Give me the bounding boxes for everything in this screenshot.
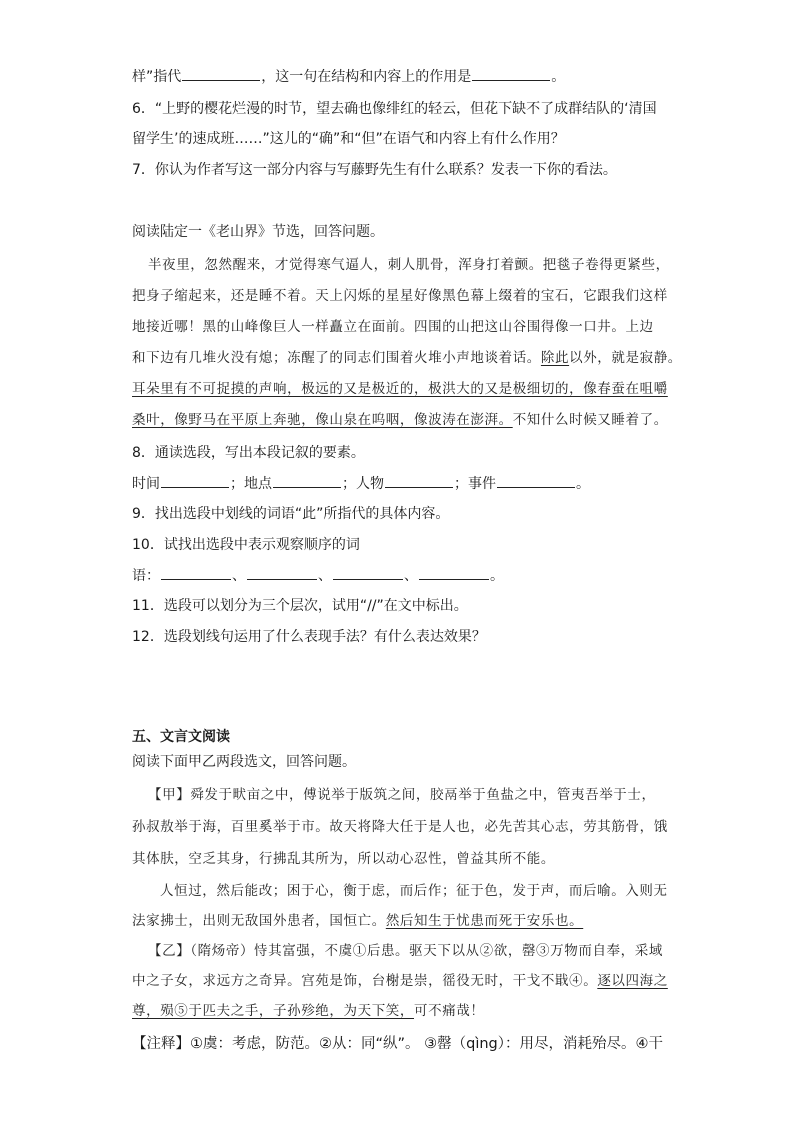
passage-line-3: 地接近哪！黑的山峰像巨人一样矗立在面前。四围的山把这山谷围得像一口井。上边: [132, 319, 654, 335]
underlined-sentence: 逐以四海之: [597, 973, 668, 989]
separator: 、: [232, 568, 246, 584]
field-label-place: ；地点: [230, 476, 272, 492]
underlined-sentence: 尊，殒⑤于匹夫之手，子孙殄绝，为天下笑，: [132, 1003, 414, 1019]
passage-text: 法家拂士，出则无敌国外患者，国恒亡。: [132, 913, 386, 929]
word-blank[interactable]: [419, 565, 489, 580]
person-blank[interactable]: [385, 473, 453, 488]
event-blank[interactable]: [497, 473, 575, 488]
field-label-time: 时间: [132, 476, 160, 492]
jia-line-4: 人恒过，然后能改；困于心，衡于虑，而后作；征于色，发于声，而后喻。入则无: [160, 883, 668, 899]
question-10-line2: [132, 565, 504, 586]
word-blank[interactable]: [247, 565, 317, 580]
q10-label: 语：: [132, 568, 160, 584]
field-label-event: ；事件: [454, 476, 496, 492]
jia-line-3: 其体肤，空乏其身，行拂乱其所为，所以动心忍性，曾益其所不能。: [132, 851, 555, 867]
q5-text-a: 样”指代: [132, 69, 182, 85]
time-blank[interactable]: [161, 473, 229, 488]
word-blank[interactable]: [333, 565, 403, 580]
field-label-person: ；人物: [342, 476, 384, 492]
underlined-sentence: 桑叶，像野马在平原上奔驰，像山泉在呜咽，像波涛在澎湃。: [132, 412, 513, 428]
jia-line-5: [132, 911, 583, 931]
annotation-notes: 【注释】①虞：考虑，防范。②从：同“纵”。 ③罄（qìng）：用尽，消耗殆尽。④干: [132, 1036, 664, 1052]
passage-line-2: 把身子缩起来，还是睡不着。天上闪烁的星星好像黑色幕上缀着的宝石，它跟我们这样: [132, 288, 668, 304]
underlined-ci: 除此: [540, 350, 570, 366]
jia-line-2: 孙叔敖举于海，百里奚举于市。故天将降大任于是人也，必先苦其心志，劳其筋骨，饿: [132, 819, 668, 835]
question-11: 11．选段可以划分为三个层次，试用“//”在文中标出。: [132, 598, 468, 614]
question-10-line1: 10．试找出选段中表示观察顺序的词: [132, 537, 360, 553]
yi-line-3: [132, 1001, 485, 1021]
passage-text: 以外，就是寂静。: [569, 350, 682, 366]
question-5-tail: [132, 66, 565, 87]
question-7: 7．你认为作者写这一部分内容与写藤野先生有什么联系？发表一下你的看法。: [132, 162, 617, 178]
separator: 、: [318, 568, 332, 584]
reading-intro: 阅读陆定一《老山界》节选，回答问题。: [132, 224, 384, 240]
passage-text: 可不痛哉！: [414, 1003, 485, 1019]
yi-line-2: [132, 971, 668, 991]
separator: 、: [404, 568, 418, 584]
passage-line-6: [132, 410, 668, 430]
passage-text: 中之子女，求远方之奇异。宫苑是饰，台榭是崇，徭役无时，干戈不戢④。: [132, 973, 598, 989]
q5-text-b: ，这一句在结构和内容上的作用是: [261, 69, 472, 85]
question-6-line2: 留学生’的速成班……”这儿的“确”和“但”在语气和内容上有什么作用？: [132, 131, 565, 147]
section-heading: 五、文言文阅读: [132, 729, 230, 745]
word-blank[interactable]: [161, 565, 231, 580]
q5-text-c: 。: [551, 69, 566, 85]
question-9: 9．找出选段中划线的词语“此”所指代的具体内容。: [132, 506, 450, 522]
answer-blank[interactable]: [182, 66, 260, 81]
question-12: 12．选段划线句运用了什么表现手法？有什么表达效果？: [132, 629, 486, 645]
q10-end: 。: [490, 568, 504, 584]
passage-text: 和下边有几堆火没有熄；冻醒了的同志们围着火堆小声地谈着话。: [132, 350, 541, 366]
passage-line-1: 半夜里，忽然醒来，才觉得寒气逼人，刺人肌骨，浑身打着颤。把毯子卷得更紧些，: [148, 257, 670, 273]
question-6-line1: 6．“上野的樱花烂漫的时节，望去确也像绯红的轻云，但花下缺不了成群结队的‘清国: [132, 101, 657, 117]
yi-line-1: 【乙】（隋炀帝）恃其富强，不虞①后患。驱天下以从②欲，罄③万物而自奉，采域: [148, 943, 663, 959]
place-blank[interactable]: [273, 473, 341, 488]
section-intro: 阅读下面甲乙两段选文，回答问题。: [132, 754, 356, 770]
passage-line-4: [132, 348, 682, 368]
passage-line-5-underlined: 耳朵里有不可捉摸的声响，极远的又是极近的，极洪大的又是极细切的，像春蚕在咀嚼: [132, 381, 668, 397]
underlined-sentence: 然后知生于忧患而死于安乐也。: [385, 913, 584, 929]
field-end: 。: [576, 476, 590, 492]
question-8: 8．通读选段，写出本段记叙的要素。: [132, 445, 365, 461]
passage-text: 不知什么时候又睡着了。: [512, 412, 668, 428]
question-8-fields: [132, 473, 590, 494]
answer-blank[interactable]: [472, 66, 550, 81]
jia-line-1: 【甲】舜发于畎亩之中，傅说举于版筑之间，胶鬲举于鱼盐之中，管夷吾举于士，: [148, 787, 656, 803]
